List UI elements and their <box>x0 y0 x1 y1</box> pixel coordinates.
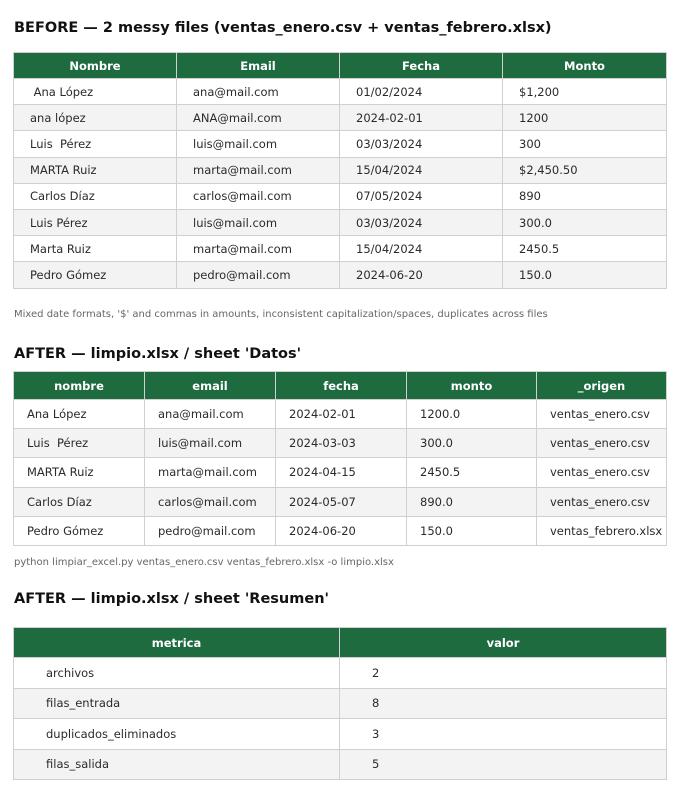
datos-cell: Carlos Díaz <box>14 487 145 516</box>
datos-cell: 890.0 <box>407 487 537 516</box>
resumen-table-body <box>14 658 667 780</box>
table-row <box>14 131 667 157</box>
before-cell: ana@mail.com <box>177 79 340 105</box>
table-row <box>14 236 667 262</box>
table-row <box>14 105 667 131</box>
before-cell: marta@mail.com <box>177 157 340 183</box>
datos-cell: 2024-02-01 <box>276 400 407 429</box>
datos-cell: pedro@mail.com <box>145 516 276 545</box>
datos-cell: 2024-03-03 <box>276 429 407 458</box>
before-cell: 890 <box>503 183 667 209</box>
before-cell: $1,200 <box>503 79 667 105</box>
table-row <box>14 688 667 719</box>
before-cell: carlos@mail.com <box>177 183 340 209</box>
resumen-table <box>13 627 667 780</box>
resumen-table-header <box>14 628 667 658</box>
datos-caption: python limpiar_excel.py ventas_enero.csv ventas_febrero.xlsx -o limpio.xlsx <box>14 557 394 568</box>
table-row <box>14 209 667 235</box>
datos-table-body <box>14 400 667 546</box>
datos-cell: ventas_enero.csv <box>537 400 667 429</box>
datos-cell: 150.0 <box>407 516 537 545</box>
before-cell: luis@mail.com <box>177 131 340 157</box>
datos-cell: Luis Pérez <box>14 429 145 458</box>
before-cell: Luis Pérez <box>14 209 177 235</box>
before-cell: Marta Ruiz <box>14 236 177 262</box>
table-row <box>14 183 667 209</box>
table-row <box>14 658 667 689</box>
resumen-cell: 3 <box>340 719 667 750</box>
before-cell: MARTA Ruiz <box>14 157 177 183</box>
before-cell: 03/03/2024 <box>340 131 503 157</box>
datos-cell: 2024-06-20 <box>276 516 407 545</box>
datos-cell: ventas_enero.csv <box>537 487 667 516</box>
resumen-cell: 8 <box>340 688 667 719</box>
datos-cell: ventas_febrero.xlsx <box>537 516 667 545</box>
datos-cell: Pedro Gómez <box>14 516 145 545</box>
before-cell: 2024-02-01 <box>340 105 503 131</box>
resumen-cell: archivos <box>14 658 340 689</box>
resumen-cell: filas_entrada <box>14 688 340 719</box>
before-cell: 15/04/2024 <box>340 157 503 183</box>
datos-cell: 2450.5 <box>407 458 537 487</box>
before-column-header: Nombre <box>14 53 177 79</box>
datos-cell: marta@mail.com <box>145 458 276 487</box>
datos-cell: 300.0 <box>407 429 537 458</box>
before-cell: 03/03/2024 <box>340 209 503 235</box>
resumen-cell: filas_salida <box>14 749 340 780</box>
resumen-cell: duplicados_eliminados <box>14 719 340 750</box>
datos-cell: Ana López <box>14 400 145 429</box>
before-cell: 01/02/2024 <box>340 79 503 105</box>
datos-cell: luis@mail.com <box>145 429 276 458</box>
datos-title: AFTER — limpio.xlsx / sheet 'Datos' <box>14 346 302 362</box>
datos-header-row <box>14 372 667 400</box>
before-cell: 07/05/2024 <box>340 183 503 209</box>
datos-table <box>13 371 667 546</box>
datos-table-header <box>14 372 667 400</box>
resumen-header-row <box>14 628 667 658</box>
datos-cell: ventas_enero.csv <box>537 458 667 487</box>
table-row <box>14 157 667 183</box>
before-cell: 300 <box>503 131 667 157</box>
before-cell: pedro@mail.com <box>177 262 340 288</box>
datos-cell: 2024-04-15 <box>276 458 407 487</box>
datos-cell: 1200.0 <box>407 400 537 429</box>
before-title: BEFORE — 2 messy files (ventas_enero.csv + ventas_febrero.xlsx) <box>14 20 552 36</box>
table-row <box>14 400 667 429</box>
before-column-header: Monto <box>503 53 667 79</box>
before-cell: 2450.5 <box>503 236 667 262</box>
before-cell: 300.0 <box>503 209 667 235</box>
table-row <box>14 79 667 105</box>
before-cell: ANA@mail.com <box>177 105 340 131</box>
before-column-header: Fecha <box>340 53 503 79</box>
before-header-row <box>14 53 667 79</box>
table-row <box>14 458 667 487</box>
before-cell: 2024-06-20 <box>340 262 503 288</box>
resumen-column-header: metrica <box>14 628 340 658</box>
table-row <box>14 749 667 780</box>
before-cell: 1200 <box>503 105 667 131</box>
table-row <box>14 516 667 545</box>
before-cell: luis@mail.com <box>177 209 340 235</box>
datos-cell: ventas_enero.csv <box>537 429 667 458</box>
before-table-header <box>14 53 667 79</box>
table-row <box>14 429 667 458</box>
before-cell: 15/04/2024 <box>340 236 503 262</box>
before-column-header: Email <box>177 53 340 79</box>
before-table <box>13 52 667 289</box>
before-cell: Luis Pérez <box>14 131 177 157</box>
table-row <box>14 719 667 750</box>
resumen-cell: 5 <box>340 749 667 780</box>
before-cell: ana lópez <box>14 105 177 131</box>
resumen-column-header: valor <box>340 628 667 658</box>
datos-column-header: monto <box>407 372 537 400</box>
resumen-title: AFTER — limpio.xlsx / sheet 'Resumen' <box>14 591 329 607</box>
before-table-body <box>14 79 667 289</box>
before-caption: Mixed date formats, '$' and commas in amounts, inconsistent capitalization/spaces, duplicates across files <box>14 309 548 320</box>
datos-column-header: email <box>145 372 276 400</box>
datos-column-header: fecha <box>276 372 407 400</box>
datos-cell: MARTA Ruiz <box>14 458 145 487</box>
before-cell: $2,450.50 <box>503 157 667 183</box>
resumen-cell: 2 <box>340 658 667 689</box>
before-cell: Ana López <box>14 79 177 105</box>
datos-column-header: _origen <box>537 372 667 400</box>
before-cell: Pedro Gómez <box>14 262 177 288</box>
table-row <box>14 487 667 516</box>
datos-cell: 2024-05-07 <box>276 487 407 516</box>
before-cell: Carlos Díaz <box>14 183 177 209</box>
datos-cell: carlos@mail.com <box>145 487 276 516</box>
datos-column-header: nombre <box>14 372 145 400</box>
before-cell: marta@mail.com <box>177 236 340 262</box>
before-cell: 150.0 <box>503 262 667 288</box>
table-row <box>14 262 667 288</box>
datos-cell: ana@mail.com <box>145 400 276 429</box>
